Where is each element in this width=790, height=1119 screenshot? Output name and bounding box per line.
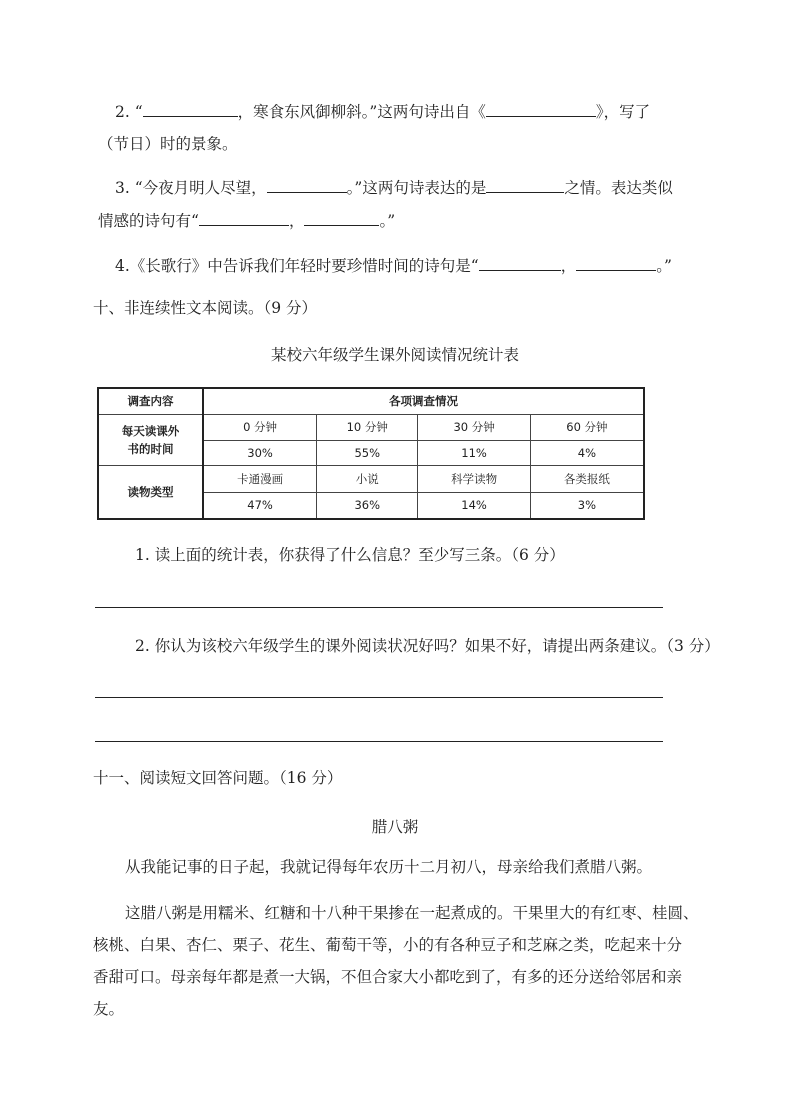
table-cell: 30 分钟: [418, 414, 530, 440]
section11-heading: 十一、阅读短文回答问题。（16 分）: [93, 769, 343, 787]
answer-line[interactable]: [95, 697, 663, 698]
section10-q2: 2. 你认为该校六年级学生的课外阅读状况好吗？如果不好，请提出两条建议。（3 分）: [135, 637, 720, 655]
col-header: 调查内容: [98, 388, 203, 414]
section10-heading: 十、非连续性文本阅读。（9 分）: [93, 299, 318, 317]
table-cell: 各类报纸: [530, 465, 644, 492]
answer-blank[interactable]: [143, 101, 238, 117]
story-title: 腊八粥: [371, 818, 419, 836]
table-title: 某校六年级学生课外阅读情况统计表: [270, 346, 519, 364]
table-cell: 3%: [530, 492, 644, 519]
q9-item3-line1: 3. “今夜月明人尽望， 。”这两句诗表达的是 之情。表达类似: [115, 179, 673, 197]
answer-blank[interactable]: [304, 210, 379, 226]
table-cell: 47%: [203, 492, 317, 519]
answer-blank[interactable]: [199, 210, 289, 226]
table-cell: 小说: [317, 465, 418, 492]
story-paragraph-2-line3: 香甜可口。母亲每年都是煮一大锅，不但合家大小都吃到了，有多的还分送给邻居和亲: [93, 968, 683, 986]
table-cell: 60 分钟: [530, 414, 644, 440]
table-cell: 11%: [418, 440, 530, 465]
answer-blank[interactable]: [576, 255, 656, 271]
q9-item3-line2: 情感的诗句有“ ， 。”: [98, 212, 396, 230]
row2-label: 读物类型: [98, 465, 203, 519]
table-cell: 10 分钟: [317, 414, 418, 440]
table-cell: 55%: [317, 440, 418, 465]
answer-line[interactable]: [95, 741, 663, 742]
answer-blank[interactable]: [267, 177, 347, 193]
span-header: 各项调查情况: [203, 388, 644, 414]
row1-label: 每天读课外 书的时间: [98, 414, 203, 465]
table-cell: 36%: [317, 492, 418, 519]
story-paragraph-2-line1: 这腊八粥是用糯米、红糖和十八种干果掺在一起煮成的。干果里大的有红枣、桂圆、: [125, 904, 699, 922]
table-cell: 30%: [203, 440, 317, 465]
answer-blank[interactable]: [486, 177, 564, 193]
table-cell: 4%: [530, 440, 644, 465]
table-cell: 0 分钟: [203, 414, 317, 440]
section10-q1: 1. 读上面的统计表，你获得了什么信息？至少写三条。（6 分）: [135, 546, 565, 564]
q9-item2-line1: 2. “ ，寒食东风御柳斜。”这两句诗出自《 》，写了: [115, 103, 651, 121]
answer-blank[interactable]: [486, 101, 596, 117]
story-paragraph-1: 从我能记事的日子起，我就记得每年农历十二月初八，母亲给我们煮腊八粥。: [125, 858, 653, 876]
table-cell: 卡通漫画: [203, 465, 317, 492]
answer-line[interactable]: [95, 607, 663, 608]
answer-blank[interactable]: [479, 255, 561, 271]
q9-item2-line2: （节日）时的景象。: [98, 135, 238, 153]
reading-stats-table: [97, 387, 645, 520]
story-paragraph-2-line2: 核桃、白果、杏仁、栗子、花生、葡萄干等，小的有各种豆子和芝麻之类，吃起来十分: [93, 936, 683, 954]
table-cell: 科学读物: [418, 465, 530, 492]
q9-item4-line: 4.《长歌行》中告诉我们年轻时要珍惜时间的诗句是“ ， 。”: [115, 257, 672, 275]
table-cell: 14%: [418, 492, 530, 519]
story-paragraph-2-line4: 友。: [93, 1000, 125, 1018]
